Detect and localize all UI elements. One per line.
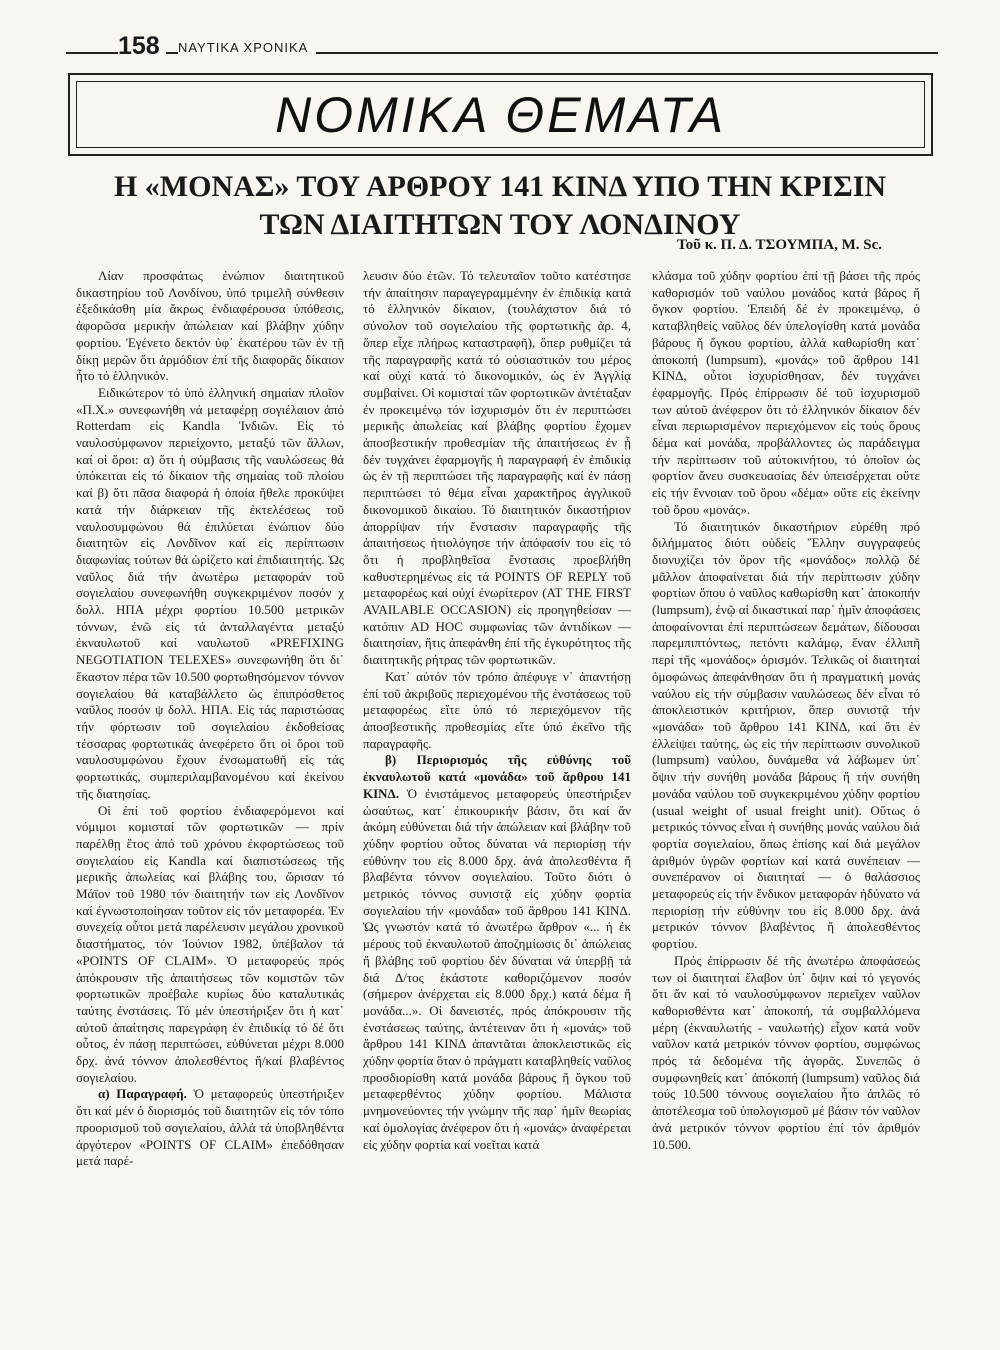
subheading-liability-limit: β) Περιορισμός τῆς εὐθύνης τοῦ ἐκναυλωτοῦ κατά «μονάδα» τοῦ ἄρθρου 141 ΚΙΝΔ.	[363, 752, 631, 801]
page-number: 158	[118, 32, 166, 61]
paragraph: λευσιν δύο ἐτῶν. Τό τελευταῖον τοῦτο κατέστησε τήν ἀπαίτησιν παραγεγραμμένην ἐν ἐπιδικίᾳ κατά τό ἑλληνικόν δίκαιον, (τουλάχιστον διά τό σύνολον τοῦ σογιελαίου τῆς φορτωτικῆς ἀρ. 4, ὅπερ εἶχε πλήρως καταστραφῆ), ὅπερ ρυθμίζει τά τῆς παραγραφῆς κατά τό οὐσιαστικόν του μέρος καί οὐχί κατά τό δικονομικόν, ὡς ἐν Ἀγγλίᾳ συμβαίνει. Οἱ κομισταί τῶν φορτωτικῶν ἀντέταξαν ἐν προκειμένῳ τόν ἰσχυρισμόν ὅτι ἐν περιπτώσει μερικῆς ἀπωλείας καί βλάβης φορτίου ἔχομεν ἀποσβεστικήν προθεσμίαν τῆς ἀπαιτήσεως ἐν ᾗ δέν τυγχάνει ἐφαρμογῆς ἡ παραγραφή ἐν ἐπιδικίᾳ ὡς ἐν τῇ περιπτώσει τῆς παραγραφῆς καί ἐν πάσῃ περιπτώσει τό θέμα εἶναι χαρακτῆρος ἀγγλικοῦ δικονομικοῦ δικαίου. Τό διαιτητικόν δικαστήριον ἀπορρίψαν τήν ἔνστασιν παραγραφῆς τῆς ἀπαιτήσεως ἠτιολόγησε τήν ἀπόφασίν του εἰς τό ὅτι ἡ προβληθεῖσα ἔνστασις προεβλήθη καθυστερημένως εἰς τά POINTS OF REPLY τοῦ μεταφορέως καί οὐχί ἐνωρίτερον (AT THE FIRST AVAILABLE OCCASION) εἰς προηγηθείσαν — κατόπιν AD HOC συμφωνίας τῶν ἀντιδίκων — διαιτησίαν, ἥτις ἀπεφάνθη ἐπί τῆς ἐγκυρότητος τῆς διαιτητικῆς ρήτρας τῶν φορτωτικῶν.	[363, 268, 631, 668]
paragraph: Τό διαιτητικόν δικαστήριον εὑρέθη πρό διλήμματος διότι οὐδείς Ἕλλην συγγραφεύς διονυχίζει τόν ὅρον τῆς «μονάδος» πολλῷ δέ μᾶλλον ἀποφαίνεται διά τήν περίπτωσιν χύδην φορτίων ὅπου ὁ ναῦλος καθωρίσθη κατ᾽ ἀποκοπήν (lumpsum), ἐνῷ αἱ δικαστικαί παρ᾽ ἡμῖν ἀποφάσεις ἀποφαίνονται ἐπί περιπτώσεων δεμάτων, δίδουσαι παρεμπιπτόντως, πετόντι καλάμῳ, ἕναν ἐλλιπῆ περί τῆς «μονάδος» ὁρισμόν. Τελικῶς οἱ διαιτηταί ὁμοφώνως ἀπεφάνθησαν ὅτι ἡ πραγματική μονάς ναύλου εἰς τήν σύμβασιν ναυλώσεως δέν εἶναι τό ἀποκλειστικόν κριτήριον, ὅπερ συνιστᾷ τήν «μονάδα» τοῦ ἄρθρου 141 ΚΙΝΔ, καί ὅτι ἐν ἐλλείψει ταύτης, ὡς εἰς τήν περίπτωσιν συνολικοῦ (lumpsum) ναύλου, δυνάμεθα νά λάβωμεν ὑπ᾽ ὄψιν τήν συνήθη μονάδα βάρους ἤ τήν συνήθη μονάδα ναύλου τοῦ συγκεκριμένου χύδην φορτίου (usual weight of usual freight unit). Οὕτως ὁ μετρικός τόννος εἶναι ἡ συνήθης μονάς ναύλου διά φορτία σογιελαίου, ὅπως ἐπίσης καί διά μεγάλον ἀριθμόν ὑγρῶν φορτίων καί κατά συνέπειαν — συνεπέρανον οἱ διαιτηταί — ὁ θαλάσσιος μεταφορεύς εἰς τήν ἔνδικον μεταφοράν ἠδύνατο νά περιορίσῃ τήν εὐθύνην του εἰς 8.000 δρχ. ἀνά μετρικόν τόννον βλαβέντος ἤ ἀπολεσθέντος φορτίου.	[652, 518, 920, 952]
column-2	[363, 268, 631, 1328]
paragraph: Λίαν προσφάτως ἐνώπιον διαιτητικοῦ δικαστηρίου τοῦ Λονδίνου, ὑπό τριμελῆ σύνθεσιν ἐξεδικάσθη μία ἄκρως ἐνδιαφέρουσα ὑπόθεσις, ἀφορῶσα μερικήν ἀπώλειαν καί βλάβην χύδην φορτίου. Ἐγένετο δεκτόν ὑφ᾽ ἑκατέρου τῶν ἐν τῇ δίκῃ μερῶν ὅτι ἁρμόδιον ἐπί τῆς διαφορᾶς δίκαιον ἦτο τό ἑλληνικόν.	[76, 268, 344, 384]
column-1	[76, 268, 344, 1328]
headline-line-1: Η «ΜΟΝΑΣ» ΤΟΥ ΑΡΘΡΟΥ 141 ΚΙΝΔ ΥΠΟ ΤΗΝ ΚΡΙΣΙΝ	[113, 170, 887, 203]
paragraph: Οἱ ἐπί τοῦ φορτίου ἐνδιαφερόμενοι καί νόμιμοι κομισταί τῶν φορτωτικῶν — πρίν παρέλθῃ ἔτος ἀπό τοῦ χρόνου ἐκφορτώσεως τοῦ σογιελαίου εἰς Kandla καί διαπιστώσεως τῆς μερικῆς ἀπωλείας καί βλάβης του, ὥρισαν τό Μάϊον τοῦ 1980 τόν διαιτητήν των εἰς Λονδῖνον καί ἐγνωστοποίησαν τοῦτον εἰς τόν μεταφορέα. Ἐν συνεχείᾳ οὗτοι μετά παρέλευσιν μεγάλου χρονικοῦ διαστήματος, τόν Ἰούνιον 1982, ὑπέβαλον τά «POINTS OF CLAIM». Ὁ μεταφορεύς πρός ἀπόκρουσιν τῆς ἀπαιτήσεως τῶν κομιστῶν τῶν φορτωτικῶν προέβαλε κυρίως δύο καταλυτικάς ταύτης ἐνστάσεις. Τό μέν ὑπεστήριξεν ὅτι ἡ κατ᾽ αὐτοῦ ἀπαίτησις παρεγράφη ἐν ἐπιδικίᾳ τό δέ ὅτι οὗτος, ἐν πάσῃ περιπτώσει, εὐθύνεται μέχρι 8.000 δρχ. ἀνά τόννον ἀπολεσθέντος ἤ/καί βλαβέντος σογιελαίου.	[76, 802, 344, 1085]
paragraph-text: Ὁ μεταφορεύς ὑπεστήριξεν ὅτι καί μέν ὁ διορισμός τοῦ διαιτητῶν εἰς τόν τόπο προορισμοῦ τοῦ σογιελαίου, ἀλλά τά ὑποβληθέντα ἀργότερον «POINTS OF CLAIM» ἐπεδόθησαν μετά παρέ-	[76, 1086, 344, 1169]
paragraph: Κατ᾽ αὐτόν τόν τρόπο ἀπέφυγε ν᾽ ἀπαντήσῃ ἐπί τοῦ ἀκριβοῦς περιεχομένου τῆς ἐνστάσεως τοῦ μεταφορέως εἴτε ὑπό τό περιεχόμενον τῆς ἀποσβεστικῆς προθεσμίας εἴτε ὑπό ἐκεῖνο τῆς παραγραφῆς.	[363, 668, 631, 751]
column-3	[652, 268, 920, 1328]
section-title-inner-frame	[76, 81, 925, 148]
byline: Τοῦ κ. Π. Δ. ΤΣΟΥΜΠΑ, M. Sc.	[677, 237, 882, 253]
section-title: ΝΟΜΙΚΑ ΘΕΜΑΤΑ	[275, 86, 726, 143]
paragraph: Πρός ἐπίρρωσιν δέ τῆς ἀνωτέρω ἀποφάσεώς των οἱ διαιτηταί ἔλαβον ὑπ᾽ ὄψιν καί τό γεγονός ὅτι ἄν καί τό ναυλοσύμφωνον περιεῖχεν ναῦλον καθορισθέντα κατ᾽ ἀποκοπή, τά συμβαλλόμενα μέρη (ἐκναυλωτής - ναυλωτής) εἶχον κατά νοῦν ναῦλον κατά μετρικόν τόννον φορτίου, συμφώνως πρός τά δεδομένα τῆς ἀγορᾶς. Συνεπῶς ὁ συμφωνηθείς κατ᾽ ἀπόκοπή (lumpsum) ναῦλος διά τούς 10.500 τόννους σογιελαίου ἦτο ἁπλῶς τό ἀποτέλεσμα τοῦ ὑπολογισμοῦ μέ βάσιν τόν ναῦλον ἀνά μετρικόν τόννον φορτίου ἐπί τόν ἀριθμόν 10.500.	[652, 952, 920, 1152]
subheading-prescription: α) Παραγραφή.	[98, 1086, 187, 1102]
paragraph-text: Ὁ ἐνιστάμενος μεταφορεύς ὑπεστήριξεν ὡσαύτως, κατ᾽ ἐπικουρικήν βάσιν, ὅτι καί ἄν ἀκόμη εὐθύνεται διά τήν ἀπώλειαν καί βλάβην τοῦ χύδην φορτίου οὗτος δύναται νά περιορίσῃ τήν εὐθύνην του εἰς 8.000 δρχ. ἀνά ἀπολεσθέντα ἤ βλαβέντα τόννον σογιελαίου. Τοῦτο διότι ὁ μετρικός τόννος συνιστᾷ εἰς χύδην φορτία σογιελαίου τήν «μονάδα» τοῦ ἄρθρου 141 ΚΙΝΔ. Ὡς γνωστόν κατά τό ἀνωτέρω ἄρθρον «... ἡ ἐκ μέρους τοῦ ἐκναυλωτοῦ ἀποζημίωσις δι᾽ ἀπώλειας ἤ βλάβης τοῦ φορτίου δέν δύναται νά ὑπερβῇ τά διά Δ/τος ἑκάστοτε καθοριζόμενον ποσόν (σήμερον ἀνέρχεται εἰς 8.000 δρχ.) κατά δέμα ἤ μονάδα...». Οἱ δανειστές, πρός ἀπόκρουσιν τῆς ἐνστάσεως ταύτης, ἀντέτειναν ὅτι ἡ «μονάς» τοῦ ἄρθρου 141 ΚΙΝΔ ἀπαντᾶται ἀποκλειστικῶς εἰς χύδην φορτία ὅταν ὁ πράγματι καταβληθείς ναῦλος προσδιορίσθη κατά μονάδα βάρους ἤ ὄγκου τοῦ μεταφερθέντος χύδην φορτίου. Μάλιστα μνημονεύοντες τήν γνώμην τῆς παρ᾽ ἡμῖν θεωρίας καί ὁμολογίας ἀνέφερον ὅτι ἡ «μονάς» ἀναφέρεται εἰς χύδην φορτία καί νοεῖται κατά	[363, 785, 631, 1152]
paragraph: κλάσμα τοῦ χύδην φορτίου ἐπί τῇ βάσει τῆς πρός καθορισμόν τοῦ ναύλου μονάδος κατά βάρος ἤ ὄγκον φορτίου. Ἐπειδή δέ ἐν προκειμένῳ, ὁ καταβληθείς ναῦλος δέν ὑπελογίσθη κατά μονάδα βάρους ἤ ὄγκου φορτίου, ἀλλά καθωρίσθη κατ᾽ ἀποκοπή (lumpsum), «μονάς» τοῦ ἄρθρου 141 ΚΙΝΔ, οὗτοι ἰσχυρίσθησαν, δέν τυγχάνει ἐφαρμογῆς. Πρός ἐπίρρωσιν δέ τοῦ ἰσχυρισμοῦ των αὐτοῦ ἀνέφερον ὅτι τό ἑλληνικόν δίκαιον δέν εἶναι περιωρισμένον περιεχόμενον εἰς τούς ὅρους δέμα καί μονάδα, προβάλλοντες ὡς παράδειγμα τήν περίπτωσιν τοῦ αὐτοκινήτου, τό ὁποῖον ὡς φορτίον ἄνευ συσκευασίας δέν ὑπεισέρχεται οὔτε εἰς τήν ἔννοιαν τοῦ ὅρου «δέμα» οὔτε εἰς ἐκείνην τοῦ ὅρου «μονάς».	[652, 268, 920, 517]
section-title-box	[68, 73, 933, 156]
headline-line-2: ΤΩΝ ΔΙΑΙΤΗΤΩΝ ΤΟΥ ΛΟΝΔΙΝΟΥ	[259, 208, 741, 241]
article-headline	[70, 168, 930, 244]
magazine-name: ΝΑΥΤΙΚΑ ΧΡΟΝΙΚΑ	[178, 40, 316, 55]
paragraph	[76, 1086, 344, 1170]
paragraph	[363, 752, 631, 1153]
paragraph: Ειδικώτερον τό ὑπό ἑλληνική σημαίαν πλοῖον «Π.Χ.» συνεφωνήθη νά μεταφέρῃ σογιέλαιον ἀπό Rotterdam εἰς Kandla Ἰνδιῶν. Εἰς τό ναυλοσύμφωνον περιείχοντο, μεταξύ τῶν ἄλλων, καί οἱ ὅροι: α) ὅτι ἡ σύμβασις τῆς ναυλώσεως θά ὑπόκειται εἰς τό δίκαιον τῆς σημαίας τοῦ πλοίου καί β) ὅτι πᾶσα διαφορά ἡ ὁποία ἤθελε προκύψει κατά τήν διάρκειαν τῆς ἐκτελέσεως τοῦ ναυλοσυμφώνου θά ἐπιλύεται ἐνώπιον δύο διαιτητῶν εἰς Λονδῖνον καί εἰς περίπτωσιν διαφωνίας τούτων θά ὡρίζετο καί ἐπιδιαιτητής. Ὡς ναῦλος διά τήν ἀνωτέρω μεταφοράν τοῦ σογιελαίου συνεφωνήθη συγκεκριμένον ποσόν χ δολλ. ΗΠΑ μέχρι φορτίου 10.500 μετρικῶν τόννων, ἐνῶ εἰς τά ἀνταλλαγέντα μεταξύ ἐκναυλωτοῦ καί ναυλωτοῦ «PREFIXING NEGOTIATION TELEXES» συνεφωνήθη ὅτι δι᾽ ἕκαστον πέρα τῶν 10.500 φορτωθησόμενον τόννον σογιελαίου θά καταβάλλετο ὡς ἐπιπρόσθετος ναῦλος ποσόν ψ δολλ. ΗΠΑ. Εἰς τάς παριστώσας τήν φόρτωσιν τοῦ σογιελαίου ἐκδοθείσας τέσσαρας φορτωτικάς ἀνεφέρετο ὅτι οἱ ὅροι τοῦ ναυλοσυμφώνου ἔχουν ἐνσωματωθῆ εἰς τάς φορτωτικάς, συμπεριλαμβανομένου καί ἐκείνου τῆς διατησίας.	[76, 384, 344, 801]
